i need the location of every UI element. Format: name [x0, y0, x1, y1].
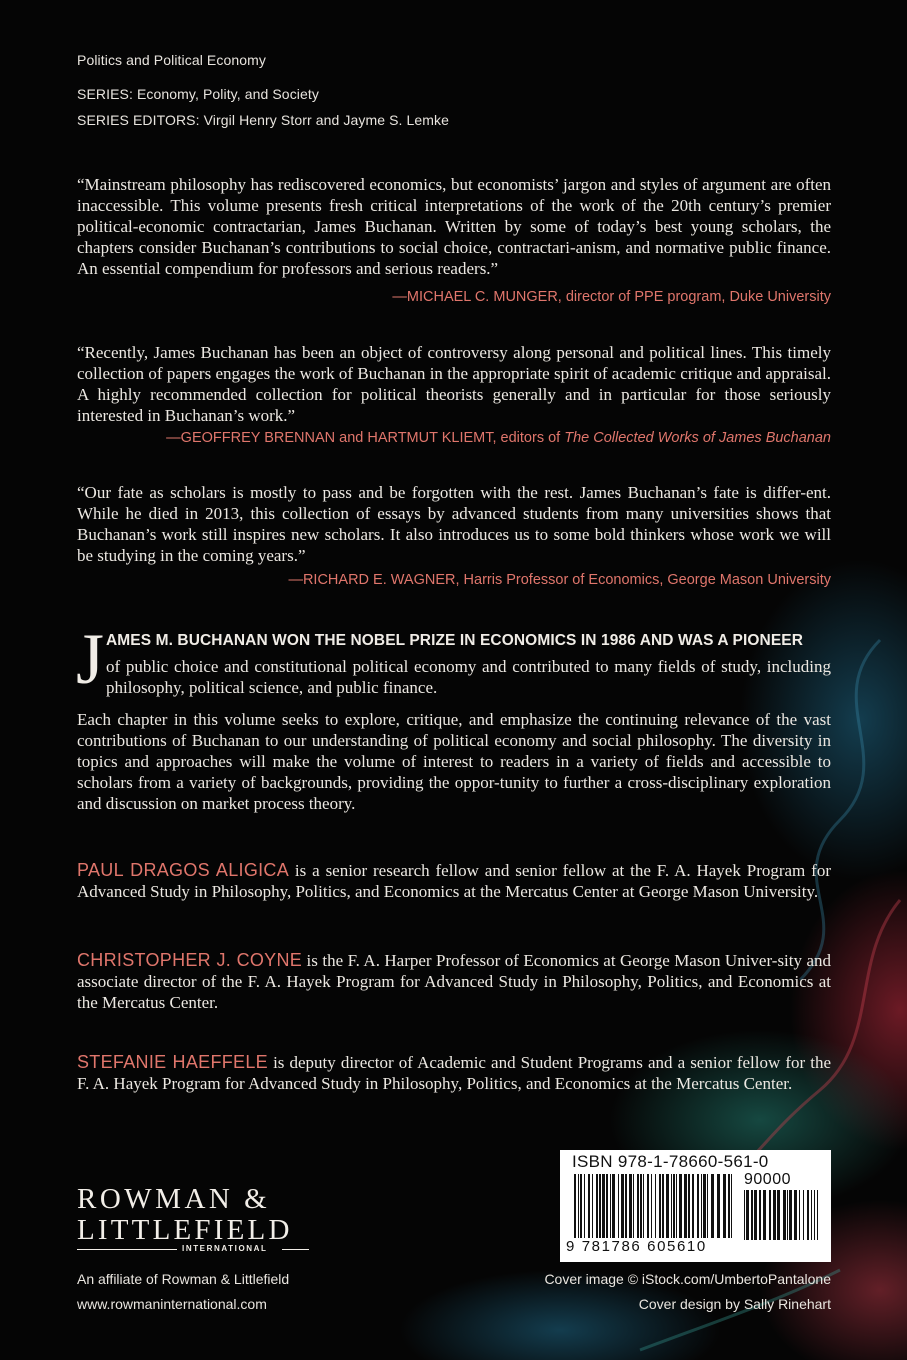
endorsement-attribution-3: —RICHARD E. WAGNER, Harris Professor of Economics, George Mason University: [288, 572, 831, 588]
editor-bio-1: [77, 860, 831, 902]
editor-name-3: STEFANIE HAEFFELE: [77, 1052, 268, 1072]
series-editors-label: SERIES EDITORS:: [77, 112, 200, 128]
publisher-logo-rule-right: [282, 1249, 309, 1250]
editor-bio-2: [77, 950, 831, 1013]
barcode-main-icon: [574, 1174, 734, 1238]
publisher-affiliate: An affiliate of Rowman & Littlefield: [77, 1271, 290, 1287]
publisher-logo-line2: LITTLEFIELD: [77, 1214, 293, 1246]
series-editors-line: [77, 112, 449, 128]
cover-image-credit: Cover image © iStock.com/UmbertoPantalone: [544, 1271, 831, 1287]
endorsement-quote-3: “Our fate as scholars is mostly to pass and be forgotten with the rest. James Buchanan’s fate is differ-ent. While he died in 2013, this collection of essays by advanced students from many universities shows that Buchanan’s work still inspires new scholars. It also introduces us to some bold thinkers whose work we will be studying in the coming years.”: [77, 483, 831, 565]
barcode-digits: 9 781786 605610: [566, 1238, 707, 1255]
publisher-logo-rule-left: [77, 1249, 177, 1250]
series-category: Politics and Political Economy: [77, 52, 266, 68]
attribution-2-book-title: The Collected Works of James Buchanan: [564, 430, 831, 446]
editor-name-2: CHRISTOPHER J. COYNE: [77, 950, 303, 970]
isbn-barcode-box: [560, 1150, 831, 1262]
publisher-logo-line1: ROWMAN &: [77, 1183, 271, 1215]
lead-caps: AMES M. BUCHANAN WON THE NOBEL PRIZE IN ECONOMICS IN 1986 AND WAS A PIONEER: [106, 632, 804, 649]
editor-bio-text-2: is the F. A. Harper Professor of Economics at George Mason Univer-sity and associate director of the F. A. Hayek Program for Advanced Study in Philosophy, Politics, and Economics at the Mercatus Center.: [77, 951, 832, 1012]
series-value: Economy, Polity, and Society: [136, 86, 319, 102]
description-paragraph: Each chapter in this volume seeks to explore, critique, and emphasize the continuing relevance of the vast contributions of Buchanan to our understanding of political economy and social philosophy. The diversity in topics and approaches will make the volume of interest to readers in a variety of fields and accessible to scholars from a variety of backgrounds, providing the oppor-tunity to further a cross-disciplinary exploration and discussion on market process theory.: [77, 710, 831, 813]
series-label: SERIES:: [77, 86, 133, 102]
publisher-logo-line3: INTERNATIONAL: [182, 1244, 268, 1253]
editor-bio-text-3: is deputy director of Academic and Student Programs and a senior fellow for the F. A. Hayek Program for Advanced Study in Philosophy, Politics, and Economics at the Mercatus Center.: [77, 1053, 831, 1093]
isbn-text: ISBN 978-1-78660-561-0: [572, 1152, 769, 1171]
drop-cap: J: [76, 619, 105, 699]
price-code: 90000: [744, 1171, 791, 1188]
lead-paragraph: of public choice and constitutional political economy and contributed to many fields of study, including philosophy, political science, and public finance.: [106, 657, 831, 697]
series-line: [77, 86, 319, 102]
editor-name-1: PAUL DRAGOS ALIGICA: [77, 860, 290, 880]
cover-design-credit: Cover design by Sally Rinehart: [638, 1296, 831, 1312]
endorsement-attribution-2: [166, 430, 831, 446]
editor-bio-3: [77, 1052, 831, 1094]
endorsement-quote-2: “Recently, James Buchanan has been an object of controversy along personal and political lines. This timely collection of papers engages the work of Buchanan in the appropriate spirit of academic critique and appraisal. A highly recommended collection for political theorists generally and in particular for those seriously interested in Buchanan’s work.”: [77, 343, 831, 425]
attribution-2-text: —GEOFFREY BRENNAN and HARTMUT KLIEMT, editors of: [166, 430, 565, 446]
editor-bio-text-1: is a senior research fellow and senior fellow at the F. A. Hayek Program for Advanced Study in Philosophy, Politics, and Economics at the Mercatus Center at George Mason University.: [77, 861, 831, 901]
publisher-website: www.rowmaninternational.com: [77, 1296, 267, 1312]
endorsement-attribution-1: —MICHAEL C. MUNGER, director of PPE program, Duke University: [392, 289, 831, 305]
endorsement-quote-1: “Mainstream philosophy has rediscovered economics, but economists’ jargon and styles of argument are often inaccessible. This volume presents fresh critical interpretations of the work of the 20th century’s premier political-economic contractarian, James Buchanan. Written by some of today’s best young scholars, the chapters consider Buchanan’s contributions to social choice, contractari-anism, and normative public finance. An essential compendium for professors and serious readers.”: [77, 175, 831, 278]
series-editors-value: Virgil Henry Storr and Jayme S. Lemke: [203, 112, 450, 128]
barcode-addon-icon: [744, 1190, 820, 1240]
